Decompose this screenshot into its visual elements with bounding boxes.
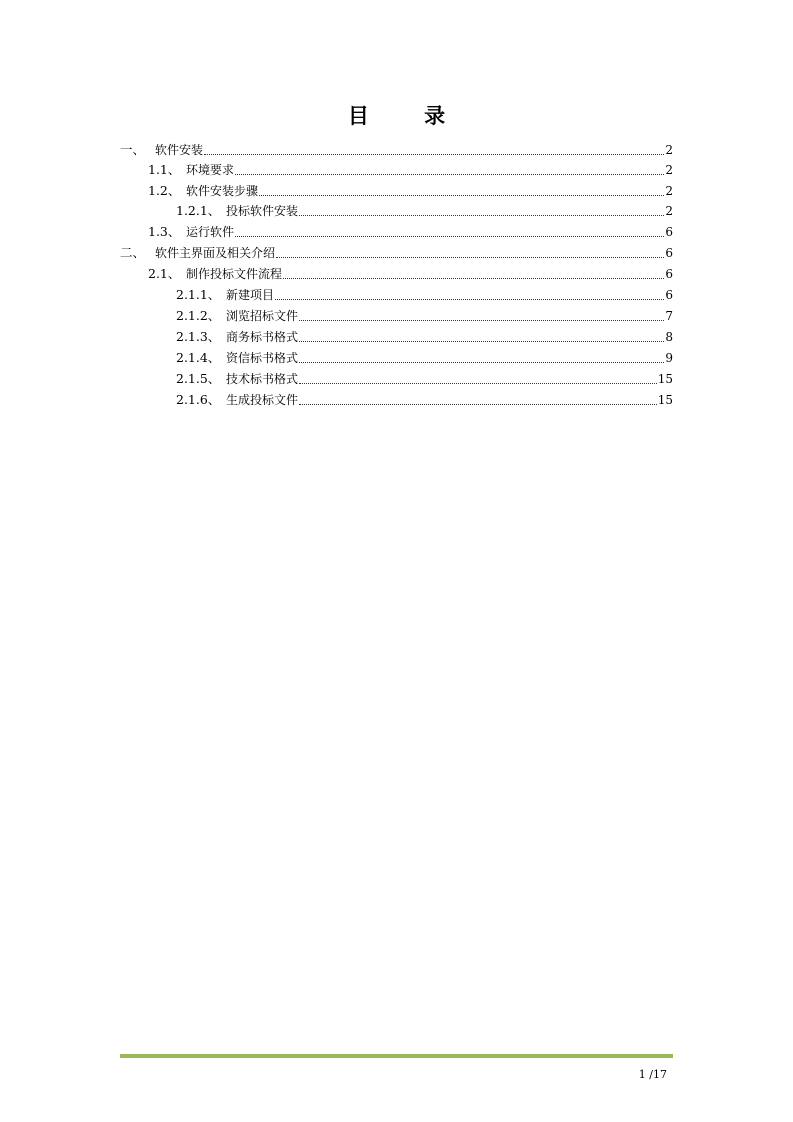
- toc-entry-number: 2.1.2、: [176, 308, 221, 323]
- toc-leader-dots: [299, 383, 657, 384]
- toc-entry-page: 2: [665, 143, 673, 157]
- toc-entry-text: 资信标书格式: [226, 351, 299, 365]
- toc-entry-page: 6: [665, 288, 673, 302]
- toc-leader-dots: [299, 362, 664, 363]
- toc-entry-page: 2: [665, 204, 673, 218]
- toc-entry-number: 2.1.1、: [176, 287, 221, 302]
- toc-leader-dots: [275, 299, 664, 300]
- toc-entry[interactable]: [148, 160, 673, 180]
- toc-entry-number: 2.1、: [148, 266, 181, 281]
- toc-leader-dots: [299, 215, 664, 216]
- toc-entry-number: 2.1.3、: [176, 329, 221, 344]
- toc-entry[interactable]: [148, 181, 673, 201]
- toc-entry[interactable]: [176, 201, 673, 221]
- toc-entry-page: 6: [665, 246, 673, 260]
- toc-entry[interactable]: [148, 222, 673, 242]
- toc-entry[interactable]: [176, 285, 673, 305]
- toc-leader-dots: [299, 320, 664, 321]
- toc-entry-text: 新建项目: [226, 288, 275, 302]
- toc-entry-text: 浏览招标文件: [226, 309, 299, 323]
- toc-entry-number: 二、: [120, 245, 146, 260]
- toc-entry-text: 商务标书格式: [226, 330, 299, 344]
- toc-entry-text: 运行软件: [186, 225, 235, 239]
- toc-leader-dots: [299, 404, 657, 405]
- toc-entry[interactable]: [176, 390, 673, 410]
- toc-entry-text: 软件安装: [155, 143, 204, 157]
- toc-entry-page: 7: [665, 309, 673, 323]
- toc-entry-text: 投标软件安装: [226, 204, 299, 218]
- toc-leader-dots: [259, 195, 664, 196]
- toc-entry-page: 9: [665, 351, 673, 365]
- toc-entry-text: 制作投标文件流程: [186, 267, 283, 281]
- toc-entry-number: 2.1.4、: [176, 350, 221, 365]
- toc-leader-dots: [204, 154, 664, 155]
- toc-entry[interactable]: [176, 327, 673, 347]
- toc-entry-page: 2: [665, 163, 673, 177]
- toc-entry-number: 一、: [120, 142, 146, 157]
- toc-entry[interactable]: [176, 369, 673, 389]
- toc-entry[interactable]: [120, 243, 673, 263]
- toc-entry-text: 生成投标文件: [226, 393, 299, 407]
- toc-entry-page: 15: [657, 372, 673, 386]
- toc-entry-page: 2: [665, 184, 673, 198]
- toc-entry-text: 技术标书格式: [226, 372, 299, 386]
- toc-entry-number: 1.3、: [148, 224, 181, 239]
- toc-entry-number: 1.1、: [148, 162, 181, 177]
- toc-entry[interactable]: [120, 140, 673, 160]
- footer-rule: [120, 1054, 673, 1058]
- toc-entry-number: 1.2.1、: [176, 203, 221, 218]
- toc-leader-dots: [235, 174, 664, 175]
- toc-entry-number: 2.1.6、: [176, 392, 221, 407]
- toc-entry-page: 15: [657, 393, 673, 407]
- toc-entry[interactable]: [176, 306, 673, 326]
- toc-entry-page: 6: [665, 267, 673, 281]
- toc-entry-page: 8: [665, 330, 673, 344]
- toc-entry-page: 6: [665, 225, 673, 239]
- toc-entry[interactable]: [176, 348, 673, 368]
- toc-entry-number: 1.2、: [148, 183, 181, 198]
- toc-leader-dots: [283, 278, 664, 279]
- toc-entry[interactable]: [148, 264, 673, 284]
- footer-page-number: 1 /17: [638, 1068, 667, 1081]
- toc-entry-text: 软件主界面及相关介绍: [155, 246, 276, 260]
- toc-entry-number: 2.1.5、: [176, 371, 221, 386]
- toc-leader-dots: [299, 341, 664, 342]
- toc-leader-dots: [276, 257, 664, 258]
- toc-leader-dots: [235, 236, 664, 237]
- toc-entry-text: 软件安装步骤: [186, 184, 259, 198]
- toc-entry-text: 环境要求: [186, 163, 235, 177]
- toc-title: 目 录: [347, 104, 470, 128]
